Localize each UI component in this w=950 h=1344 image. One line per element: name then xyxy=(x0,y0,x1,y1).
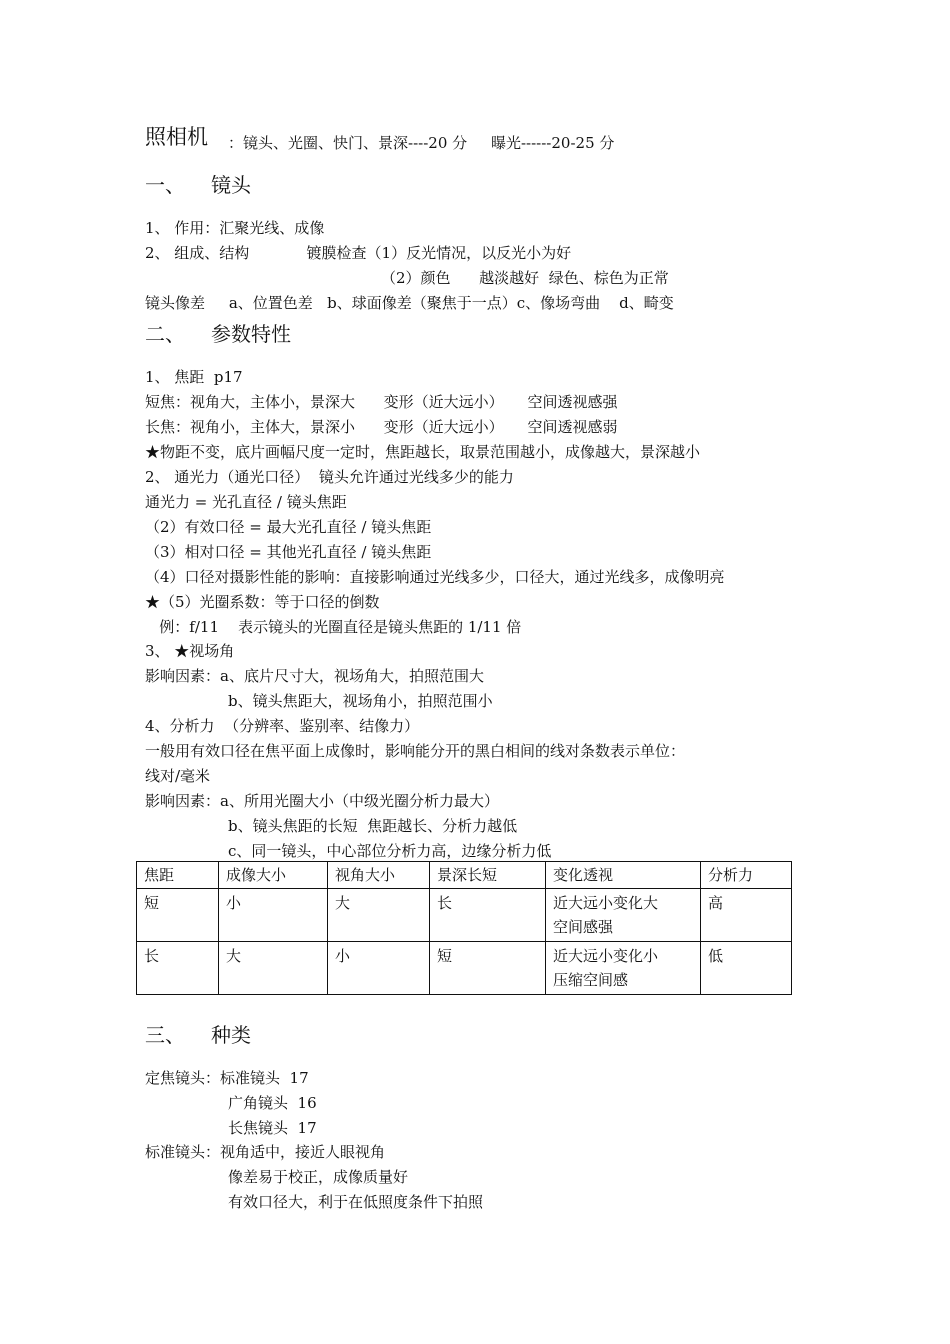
page-subtitle: ：镜头、光圈、快门、景深----20 分 曝光------20-25 分 xyxy=(228,134,615,152)
table-row xyxy=(137,889,792,942)
text-line: 线对/毫米 xyxy=(145,767,211,785)
table-cell: 大 xyxy=(328,889,430,942)
focal-length-comparison-table xyxy=(136,861,792,995)
table-header-cell: 分析力 xyxy=(701,862,792,889)
section-number: 一、 xyxy=(145,173,185,197)
section-title: 镜头 xyxy=(211,173,251,197)
text-line: 4、分析力 （分辨率、鉴别率、结像力） xyxy=(145,717,420,735)
text-line: （2）颜色 越淡越好 绿色、棕色为正常 xyxy=(381,269,669,287)
text-line: ★物距不变，底片画幅尺度一定时，焦距越长，取景范围越小，成像越大，景深越小 xyxy=(145,443,701,461)
text-line: 镜头像差 a、位置色差 b、球面像差（聚焦于一点）c、像场弯曲 d、畸变 xyxy=(145,294,674,312)
text-line: 长焦镜头 17 xyxy=(228,1119,317,1137)
page-title: 照相机 xyxy=(145,125,208,149)
text-line: 一般用有效口径在焦平面上成像时，影响能分开的黑白相间的线对条数表示单位： xyxy=(145,742,686,760)
table-header-cell: 视角大小 xyxy=(328,862,430,889)
section-heading-lens xyxy=(145,172,251,198)
text-line: （4）口径对摄影性能的影响：直接影响通过光线多少，口径大，通过光线多，成像明亮 xyxy=(145,568,725,586)
section-title: 种类 xyxy=(211,1023,251,1047)
text-line: 定焦镜头：标准镜头 17 xyxy=(145,1069,309,1087)
table-header-cell: 变化透视 xyxy=(546,862,701,889)
text-line: 2、 组成、结构 镀膜检查（1）反光情况，以反光小为好 xyxy=(145,244,572,262)
text-line: 影响因素：a、底片尺寸大，视场角大，拍照范围大 xyxy=(145,667,484,685)
section-heading-types xyxy=(145,1022,251,1048)
text-line: 影响因素：a、所用光圈大小（中级光圈分析力最大） xyxy=(145,792,499,810)
text-line: 例：f/11 表示镜头的光圈直径是镜头焦距的 1/11 倍 xyxy=(145,618,522,636)
table-cell: 长 xyxy=(137,942,219,995)
table-cell: 大 xyxy=(219,942,328,995)
table-cell: 短 xyxy=(137,889,219,942)
text-line: 广角镜头 16 xyxy=(228,1094,317,1112)
text-line: 有效口径大，利于在低照度条件下拍照 xyxy=(228,1193,484,1211)
section-title: 参数特性 xyxy=(211,322,291,346)
table-cell: 近大远小变化大 空间感强 xyxy=(546,889,701,942)
text-line: 3、 ★视场角 xyxy=(145,642,235,660)
table-cell: 低 xyxy=(701,942,792,995)
text-line: b、镜头焦距的长短 焦距越长、分析力越低 xyxy=(228,817,518,835)
table-header-cell: 成像大小 xyxy=(219,862,328,889)
table-header-cell: 焦距 xyxy=(137,862,219,889)
table-cell: 长 xyxy=(430,889,546,942)
table-row xyxy=(137,942,792,995)
text-line: 1、 焦距 p17 xyxy=(145,368,243,386)
text-line: c、同一镜头，中心部位分析力高，边缘分析力低 xyxy=(228,842,552,860)
text-line: 通光力 = 光孔直径 / 镜头焦距 xyxy=(145,493,347,511)
table-cell: 短 xyxy=(430,942,546,995)
table-cell: 高 xyxy=(701,889,792,942)
section-number: 二、 xyxy=(145,322,185,346)
text-line: 像差易于校正，成像质量好 xyxy=(228,1168,409,1186)
text-line: 标准镜头：视角适中，接近人眼视角 xyxy=(145,1143,386,1161)
table-header-cell: 景深长短 xyxy=(430,862,546,889)
text-line: （3）相对口径 = 其他光孔直径 / 镜头焦距 xyxy=(145,543,432,561)
section-number: 三、 xyxy=(145,1023,185,1047)
text-line: （2）有效口径 = 最大光孔直径 / 镜头焦距 xyxy=(145,518,432,536)
text-line: ★（5）光圈系数：等于口径的倒数 xyxy=(145,593,380,611)
text-line: 短焦：视角大，主体小，景深大 变形（近大远小） 空间透视感强 xyxy=(145,393,618,411)
text-line: 2、 通光力（通光口径） 镜头允许通过光线多少的能力 xyxy=(145,468,514,486)
text-line: b、镜头焦距大，视场角小，拍照范围小 xyxy=(228,692,493,710)
text-line: 1、 作用：汇聚光线、成像 xyxy=(145,219,325,237)
table-cell: 小 xyxy=(219,889,328,942)
text-line: 长焦：视角小，主体大，景深小 变形（近大远小） 空间透视感弱 xyxy=(145,418,618,436)
table-header-row xyxy=(137,862,792,889)
table-cell: 近大远小变化小 压缩空间感 xyxy=(546,942,701,995)
table-cell: 小 xyxy=(328,942,430,995)
section-heading-parameters xyxy=(145,321,291,347)
